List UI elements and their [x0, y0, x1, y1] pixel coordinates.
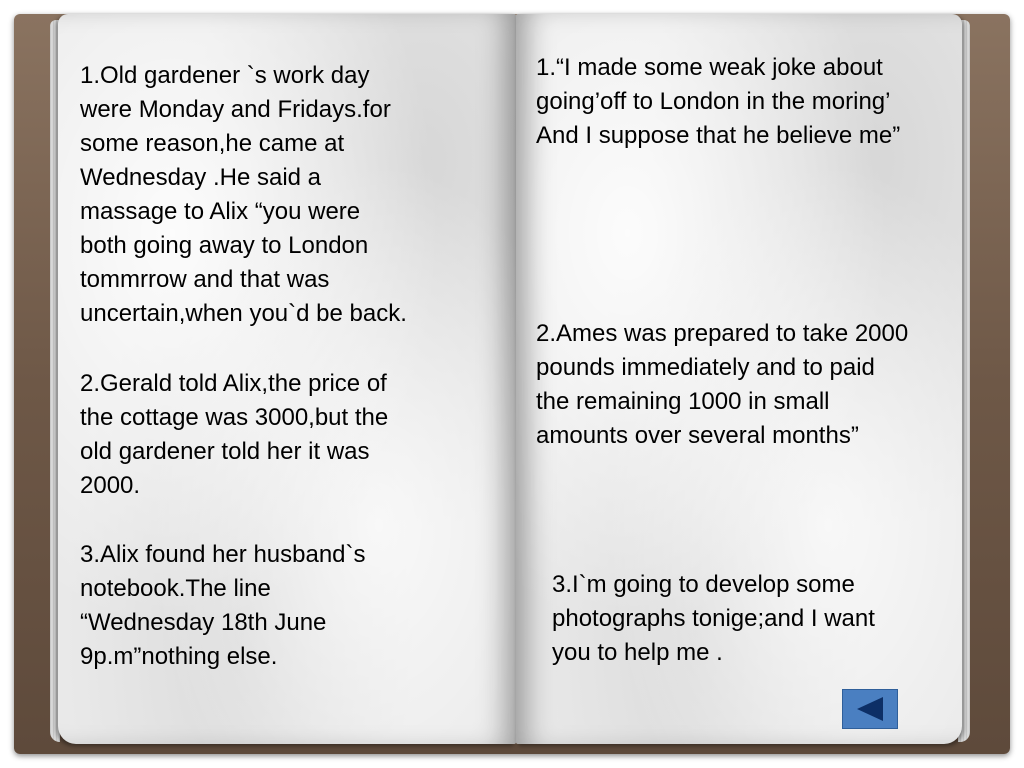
triangle-left-icon: [855, 696, 885, 722]
right-item-1: 1.“I made some weak joke about going’off to London in the moring’ And I suppose that he believe me”: [536, 54, 901, 149]
right-item-3: 3.I`m going to develop some photographs tonige;and I want you to help me .: [552, 571, 875, 666]
left-item-2: 2.Gerald told Alix,the price of the cottage was 3000,but the old gardener told her it was 2000.: [80, 370, 389, 499]
back-button[interactable]: [842, 689, 898, 729]
left-item-3: 3.Alix found her husband`s notebook.The line “Wednesday 18th June 9p.m”nothing else.: [80, 541, 366, 670]
right-item-2: 2.Ames was prepared to take 2000 pounds immediately and to paid the remaining 1000 in small amounts over several months”: [536, 320, 909, 449]
left-item-1: 1.Old gardener `s work day were Monday and Fridays.for some reason,he came at Wednesday .He said a massage to Alix “you were both going away to London tommrrow and that was uncertain,when you`d be back.: [80, 62, 407, 327]
